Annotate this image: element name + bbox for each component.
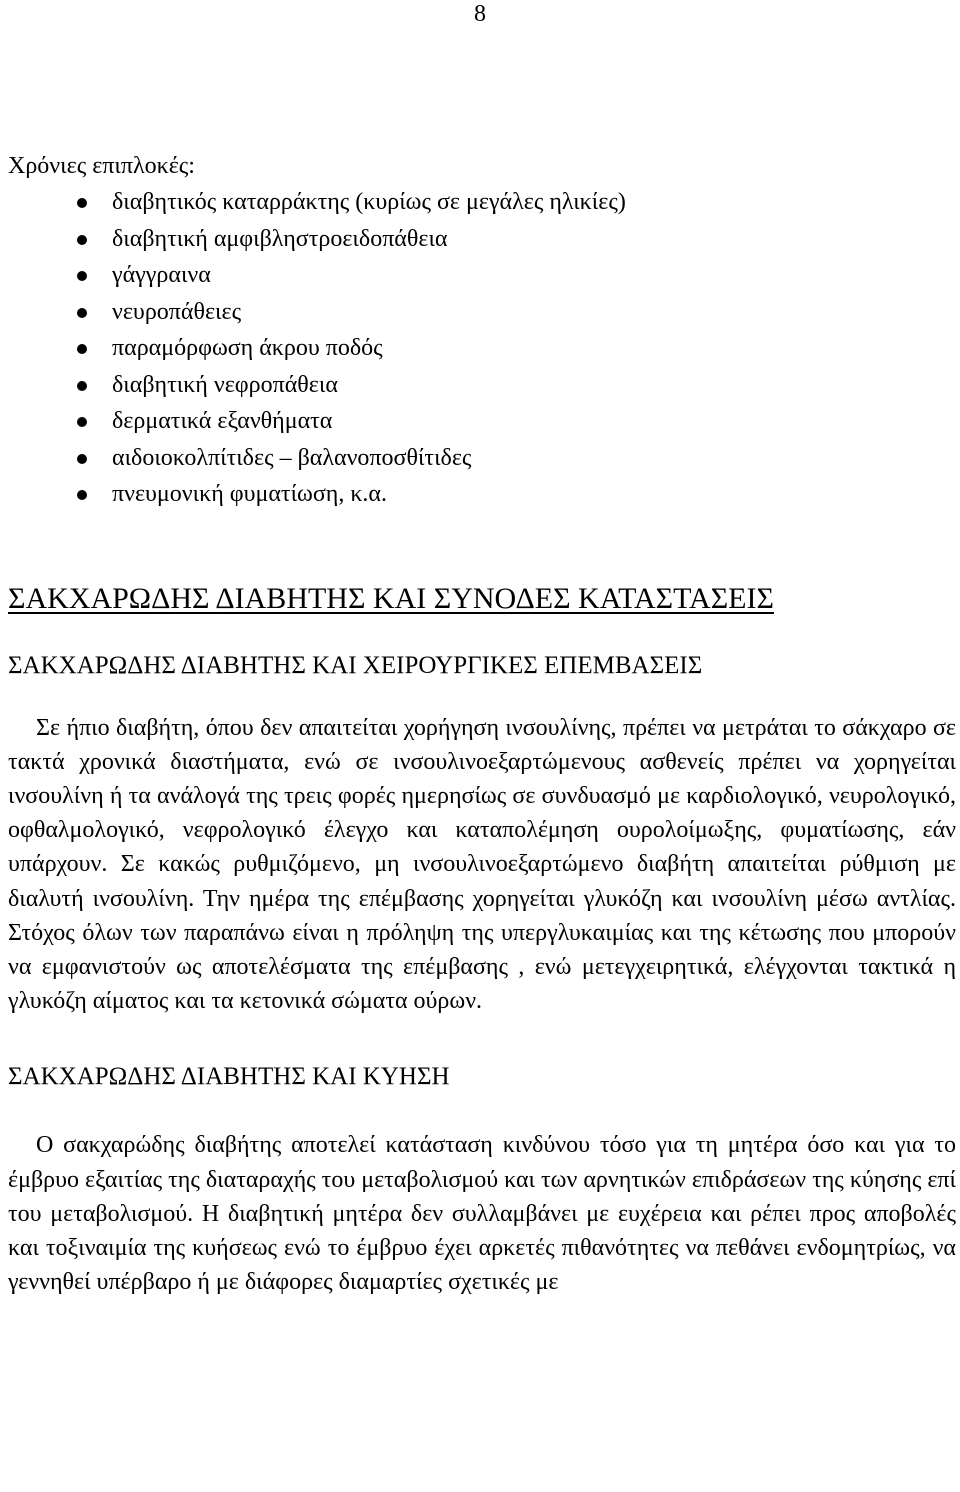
list-item: πνευμονική φυματίωση, κ.α. xyxy=(8,476,956,513)
surgery-paragraph xyxy=(8,711,956,1019)
document-body xyxy=(8,148,956,1299)
complications-list xyxy=(8,184,956,513)
list-item: παραμόρφωση άκρου ποδός xyxy=(8,330,956,367)
pregnancy-paragraph xyxy=(8,1128,956,1299)
pregnancy-title: ΣΑΚΧΑΡΩΔΗΣ ΔΙΑΒΗΤΗΣ ΚΑΙ ΚΥΗΣΗ xyxy=(8,1063,450,1091)
complications-heading: Χρόνιες επιπλοκές: xyxy=(8,153,195,179)
list-item: διαβητική νεφροπάθεια xyxy=(8,367,956,404)
list-item: διαβητικός καταρράκτης (κυρίως σε μεγάλες ηλικίες) xyxy=(8,184,956,221)
list-item: διαβητική αμφιβληστροειδοπάθεια xyxy=(8,221,956,258)
list-item: αιδοιοκολπίτιδες – βαλανοποσθίτιδες xyxy=(8,440,956,477)
list-item: γάγγραινα xyxy=(8,257,956,294)
section-title: ΣΑΚΧΑΡΩΔΗΣ ΔΙΑΒΗΤΗΣ ΚΑΙ ΣΥΝΟΔΕΣ ΚΑΤΑΣΤΑΣΕΙΣ xyxy=(8,581,774,615)
surgery-title: ΣΑΚΧΑΡΩΔΗΣ ΔΙΑΒΗΤΗΣ ΚΑΙ ΧΕΙΡΟΥΡΓΙΚΕΣ ΕΠΕΜΒΑΣΕΙΣ xyxy=(8,651,703,679)
page-number: 8 xyxy=(474,1,486,27)
list-item: δερματικά εξανθήματα xyxy=(8,403,956,440)
list-item: νευροπάθειες xyxy=(8,294,956,331)
surgery-paragraph-text: Σε ήπιο διαβήτη, όπου δεν απαιτείται χορήγηση ινσουλίνης, πρέπει να μετράται το σάκχαρο σε τακτά χρονικά διαστήματα, ενώ σε ινσουλινοεξαρτώμενους ασθενείς πρέπει να χορηγείται ινσουλίνη ή τα ανάλογά της τρεις φορές ημερησίως σε συνδυασμό με καρδιολογικό, νευρολογικό, οφθαλμολογικό, νεφρολογικό έλεγχο και καταπολέμηση ουρολοίμωξης, φυματίωσης, εάν υπάρχουν. Σε κακώς ρυθμιζόμενο, μη ινσουλινοεξαρτώμενο διαβήτη απαιτείται ρύθμιση με διαλυτή ινσουλίνη. Την ημέρα της επέμβασης χορηγείται γλυκόζη και ινσουλίνη μέσω αντλίας. Στόχος όλων των παραπάνω είναι η πρόληψη της υπεργλυκαιμίας και της κέτωσης που μπορούν να εμφανιστούν ως αποτελέσματα της επέμβασης , ενώ μετεγχειρητικά, ελέγχονται τακτικά η γλυκόζη αίματος και τα κετονικά σώματα ούρων. xyxy=(8,714,956,1015)
pregnancy-paragraph-text: Ο σακχαρώδης διαβήτης αποτελεί κατάσταση κινδύνου τόσο για τη μητέρα όσο και για το έμβρυο εξαιτίας της διαταραχής του μεταβολισμού και των αρνητικών επιδράσεων της κύησης επί του μεταβολισμού. Η διαβητική μητέρα δεν συλλαμβάνει με ευχέρεια και ρέπει προς αποβολές και τοξιναιμία της κυήσεως ενώ το έμβρυο έχει αρκετές πιθανότητες να πεθάνει ενδομητρίως, να γεννηθεί υπέρβαρο ή με διάφορες διαμαρτίες σχετικές με xyxy=(8,1132,956,1296)
